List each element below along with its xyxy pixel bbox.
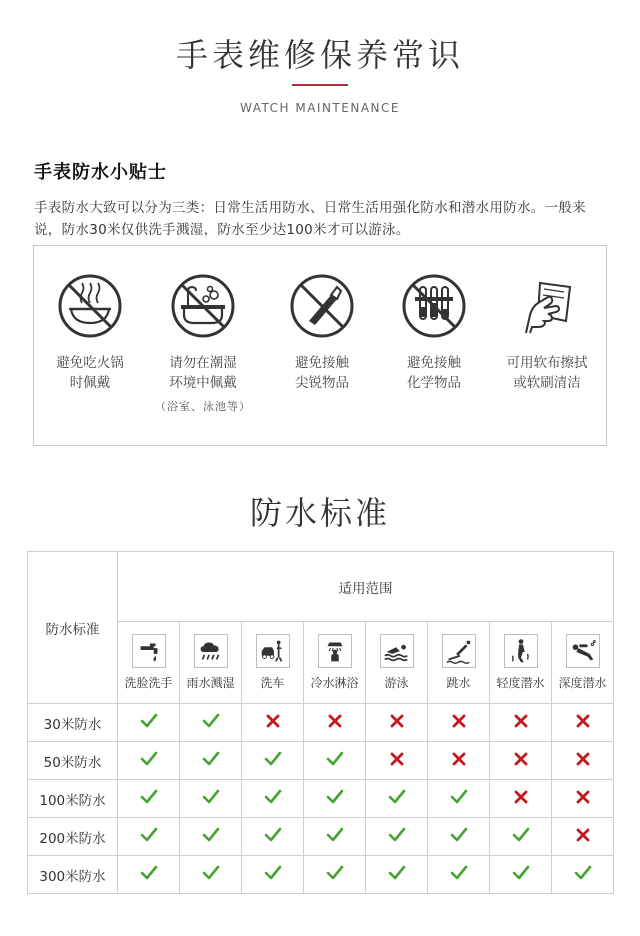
test-tubes-prohibited-icon: [401, 273, 467, 339]
check-icon: [326, 864, 344, 882]
coverage-cell: [304, 856, 366, 894]
check-icon: [140, 826, 158, 844]
check-icon: [450, 826, 468, 844]
coverage-cell: [242, 818, 304, 856]
check-icon: [264, 826, 282, 844]
table-row: [28, 780, 614, 818]
table-row: [28, 818, 614, 856]
coverage-cell: [552, 818, 614, 856]
cross-icon: [450, 750, 468, 768]
coverage-cell: [180, 818, 242, 856]
coverage-cell: [180, 704, 242, 742]
care-item-chemicals: [379, 273, 489, 393]
cross-icon: [574, 750, 592, 768]
coverage-cell: [242, 856, 304, 894]
scope-column-header: 适用范围: [118, 552, 614, 622]
coverage-cell: [180, 780, 242, 818]
cross-icon: [326, 712, 344, 730]
care-tips-box: [33, 245, 607, 446]
coverage-cell: [428, 704, 490, 742]
check-icon: [388, 788, 406, 806]
check-icon: [202, 826, 220, 844]
coverage-cell: [428, 818, 490, 856]
table-header-row: [28, 552, 614, 622]
check-icon: [202, 712, 220, 730]
car-wash-icon: [256, 634, 290, 668]
activity-cell: 跳水: [428, 622, 490, 704]
coverage-cell: [428, 856, 490, 894]
coverage-cell: [552, 856, 614, 894]
coverage-cell: [490, 704, 552, 742]
check-icon: [264, 788, 282, 806]
level-cell: 30米防水: [28, 704, 118, 742]
cross-icon: [388, 712, 406, 730]
diving-board-icon: [442, 634, 476, 668]
check-icon: [202, 788, 220, 806]
level-column-header: 防水标准: [28, 552, 118, 704]
coverage-cell: [428, 742, 490, 780]
care-item-hotpot: [35, 273, 145, 393]
cross-icon: [512, 788, 530, 806]
tips-body: 手表防水大致可以分为三类：日常生活用防水、日常生活用强化防水和潜水用防水。一般来说，防水30米仅供洗手溅湿，防水至少达100米才可以游泳。: [34, 200, 586, 238]
level-cell: 50米防水: [28, 742, 118, 780]
coverage-cell: [118, 818, 180, 856]
care-label-hotpot: 避免吃火锅 时佩戴: [56, 355, 124, 391]
check-icon: [140, 864, 158, 882]
scuba-diver-icon: [566, 634, 600, 668]
hand-cloth-icon: [514, 273, 580, 339]
cross-icon: [512, 750, 530, 768]
care-item-cleaning: [492, 273, 602, 393]
check-icon: [450, 864, 468, 882]
check-icon: [512, 826, 530, 844]
coverage-cell: [304, 742, 366, 780]
coverage-cell: [490, 856, 552, 894]
care-item-knife: [267, 273, 377, 393]
coverage-cell: [366, 780, 428, 818]
activity-cell: 冷水淋浴: [304, 622, 366, 704]
coverage-cell: [118, 780, 180, 818]
swimmer-icon: [380, 634, 414, 668]
check-icon: [326, 750, 344, 768]
page-subtitle: WATCH MAINTENANCE: [240, 101, 400, 115]
coverage-cell: [490, 780, 552, 818]
shower-icon: [318, 634, 352, 668]
bathtub-prohibited-icon: [170, 273, 236, 339]
coverage-cell: [118, 742, 180, 780]
faucet-icon: [132, 634, 166, 668]
coverage-cell: [366, 856, 428, 894]
cross-icon: [450, 712, 468, 730]
activity-cell: 洗脸洗手: [118, 622, 180, 704]
coverage-cell: [304, 780, 366, 818]
coverage-cell: [428, 780, 490, 818]
standards-title: 防水标准: [249, 494, 390, 532]
water-resistance-table: [27, 551, 614, 894]
check-icon: [388, 826, 406, 844]
coverage-cell: [490, 742, 552, 780]
cross-icon: [574, 826, 592, 844]
check-icon: [326, 826, 344, 844]
coverage-cell: [242, 742, 304, 780]
coverage-cell: [242, 780, 304, 818]
knife-prohibited-icon: [289, 273, 355, 339]
care-label-chemicals: 避免接触 化学物品: [407, 355, 461, 391]
check-icon: [140, 712, 158, 730]
check-icon: [264, 864, 282, 882]
light-diver-icon: [504, 634, 538, 668]
check-icon: [388, 864, 406, 882]
check-icon: [140, 788, 158, 806]
activity-cell: 游泳: [366, 622, 428, 704]
page-title: 手表维修保养常识: [175, 36, 464, 74]
coverage-cell: [304, 818, 366, 856]
check-icon: [326, 788, 344, 806]
table-row: [28, 742, 614, 780]
check-icon: [450, 788, 468, 806]
coverage-cell: [118, 704, 180, 742]
activity-cell: 洗车: [242, 622, 304, 704]
coverage-cell: [242, 704, 304, 742]
check-icon: [512, 864, 530, 882]
check-icon: [140, 750, 158, 768]
coverage-cell: [366, 742, 428, 780]
activity-cell: 雨水溅湿: [180, 622, 242, 704]
level-cell: 200米防水: [28, 818, 118, 856]
cross-icon: [574, 788, 592, 806]
coverage-cell: [552, 742, 614, 780]
care-item-bathtub: [148, 273, 258, 417]
check-icon: [264, 750, 282, 768]
coverage-cell: [366, 704, 428, 742]
cross-icon: [264, 712, 282, 730]
table-row: [28, 704, 614, 742]
coverage-cell: [552, 704, 614, 742]
check-icon: [202, 864, 220, 882]
check-icon: [574, 864, 592, 882]
care-label-knife: 避免接触 尖锐物品: [295, 355, 349, 391]
coverage-cell: [180, 742, 242, 780]
coverage-cell: [180, 856, 242, 894]
level-cell: 300米防水: [28, 856, 118, 894]
coverage-cell: [552, 780, 614, 818]
hotpot-prohibited-icon: [57, 273, 123, 339]
coverage-cell: [118, 856, 180, 894]
cross-icon: [574, 712, 592, 730]
care-label-bathtub: 请勿在潮湿 环境中佩戴 （浴室、泳池等）: [155, 355, 251, 413]
coverage-cell: [366, 818, 428, 856]
care-label-cleaning: 可用软布擦拭 或软刷清洁: [506, 355, 588, 391]
activity-cell: 深度潜水: [552, 622, 614, 704]
cross-icon: [388, 750, 406, 768]
check-icon: [202, 750, 220, 768]
activity-cell: 轻度潜水: [490, 622, 552, 704]
coverage-cell: [304, 704, 366, 742]
coverage-cell: [490, 818, 552, 856]
title-underline: [292, 84, 348, 86]
level-cell: 100米防水: [28, 780, 118, 818]
rain-cloud-icon: [194, 634, 228, 668]
cross-icon: [512, 712, 530, 730]
tips-heading: 手表防水小贴士: [34, 162, 167, 183]
table-row: [28, 856, 614, 894]
